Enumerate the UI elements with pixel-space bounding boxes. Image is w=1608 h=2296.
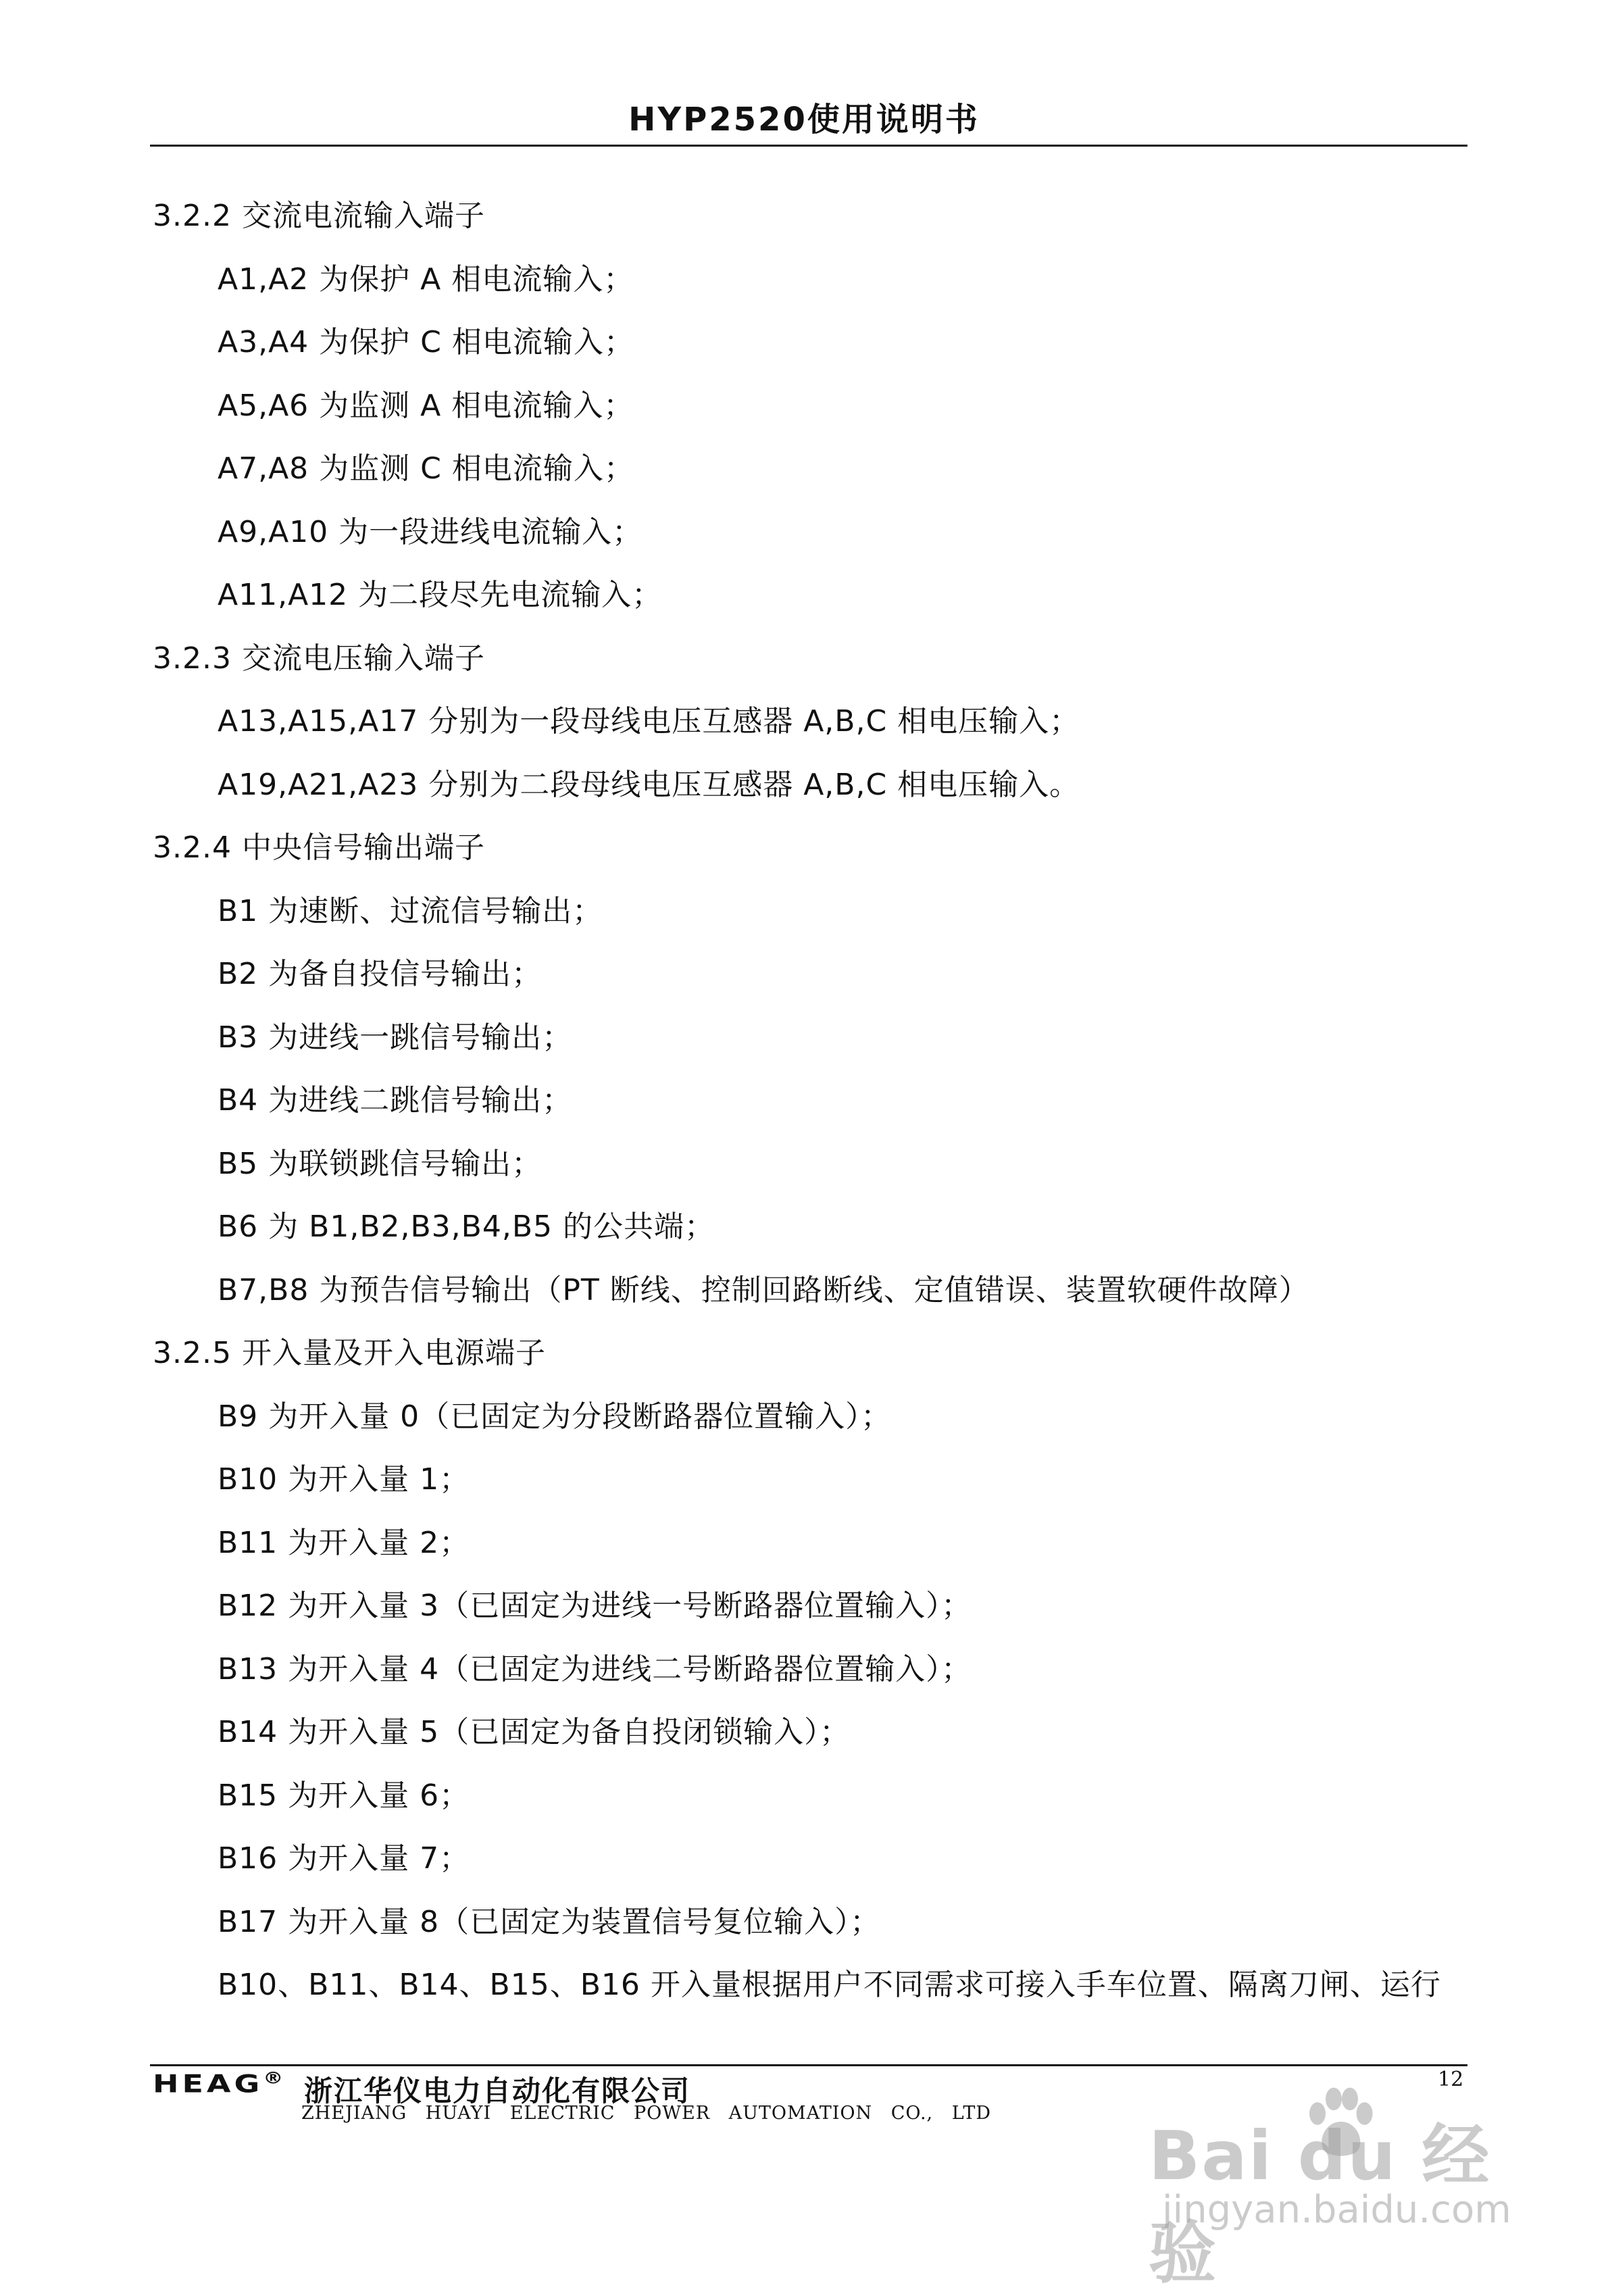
section-heading: 3.2.4 中央信号输出端子 xyxy=(153,830,485,865)
header-divider xyxy=(150,145,1467,147)
list-item: B17 为开入量 8（已固定为装置信号复位输入）； xyxy=(218,1904,881,1939)
baidu-jingyan-watermark xyxy=(1142,2081,1527,2293)
watermark-main-text: Bai du 经验 xyxy=(1149,2116,1491,2293)
list-item: A7,A8 为监测 C 相电流输入； xyxy=(218,451,634,486)
list-item: A5,A6 为监测 A 相电流输入； xyxy=(218,388,634,423)
list-item: B4 为进线二跳信号输出； xyxy=(218,1083,573,1118)
list-item: A13,A15,A17 分别为一段母线电压互感器 A,B,C 相电压输入； xyxy=(218,704,1080,739)
company-logo: HEAG® xyxy=(153,2069,284,2099)
list-item: A9,A10 为一段进线电流输入； xyxy=(218,514,643,549)
list-item: B14 为开入量 5（已固定为备自投闭锁输入）； xyxy=(218,1715,851,1749)
list-item: B5 为联锁跳信号输出； xyxy=(218,1146,543,1181)
list-item: B3 为进线一跳信号输出； xyxy=(218,1020,573,1055)
company-name-cn: 浙江华仪电力自动化有限公司 xyxy=(304,2074,691,2107)
company-name-en: ZHEJIANG HUAYI ELECTRIC POWER AUTOMATION CO., LTD xyxy=(301,2103,992,2124)
list-item: B12 为开入量 3（已固定为进线一号断路器位置输入）； xyxy=(218,1589,972,1623)
list-item: B15 为开入量 6； xyxy=(218,1778,470,1813)
section-heading: 3.2.2 交流电流输入端子 xyxy=(153,199,485,233)
list-item: A1,A2 为保护 A 相电流输入； xyxy=(218,261,634,297)
list-item: B2 为备自投信号输出； xyxy=(218,957,543,991)
list-item: B10 为开入量 1； xyxy=(218,1462,470,1497)
list-item: B11 为开入量 2； xyxy=(218,1525,470,1560)
list-item: B13 为开入量 4（已固定为进线二号断路器位置输入）； xyxy=(218,1651,972,1687)
list-item: A11,A12 为二段尽先电流输入； xyxy=(218,578,663,612)
list-item: B10、B11、B14、B15、B16 开入量根据用户不同需求可接入手车位置、隔离刀闸、运行 xyxy=(218,1968,1441,2002)
list-item: A3,A4 为保护 C 相电流输入； xyxy=(218,325,634,359)
page-number: 12 xyxy=(1438,2068,1464,2091)
watermark-url: jingyan.baidu.com xyxy=(1162,2188,1511,2232)
list-item: B7,B8 为预告信号输出（PT 断线、控制回路断线、定值错误、装置软硬件故障） xyxy=(218,1272,1309,1307)
list-item: A19,A21,A23 分别为二段母线电压互感器 A,B,C 相电压输入。 xyxy=(218,767,1080,802)
section-heading: 3.2.5 开入量及开入电源端子 xyxy=(153,1336,546,1370)
page-header-title: HYP2520使用说明书 xyxy=(628,101,980,139)
list-item: B6 为 B1,B2,B3,B4,B5 的公共端； xyxy=(218,1209,715,1244)
list-item: B16 为开入量 7； xyxy=(218,1841,470,1876)
list-item: B1 为速断、过流信号输出； xyxy=(218,893,603,928)
section-heading: 3.2.3 交流电压输入端子 xyxy=(153,641,485,676)
footer-divider xyxy=(150,2064,1467,2066)
list-item: B9 为开入量 0（已固定为分段断路器位置输入）； xyxy=(218,1399,892,1434)
